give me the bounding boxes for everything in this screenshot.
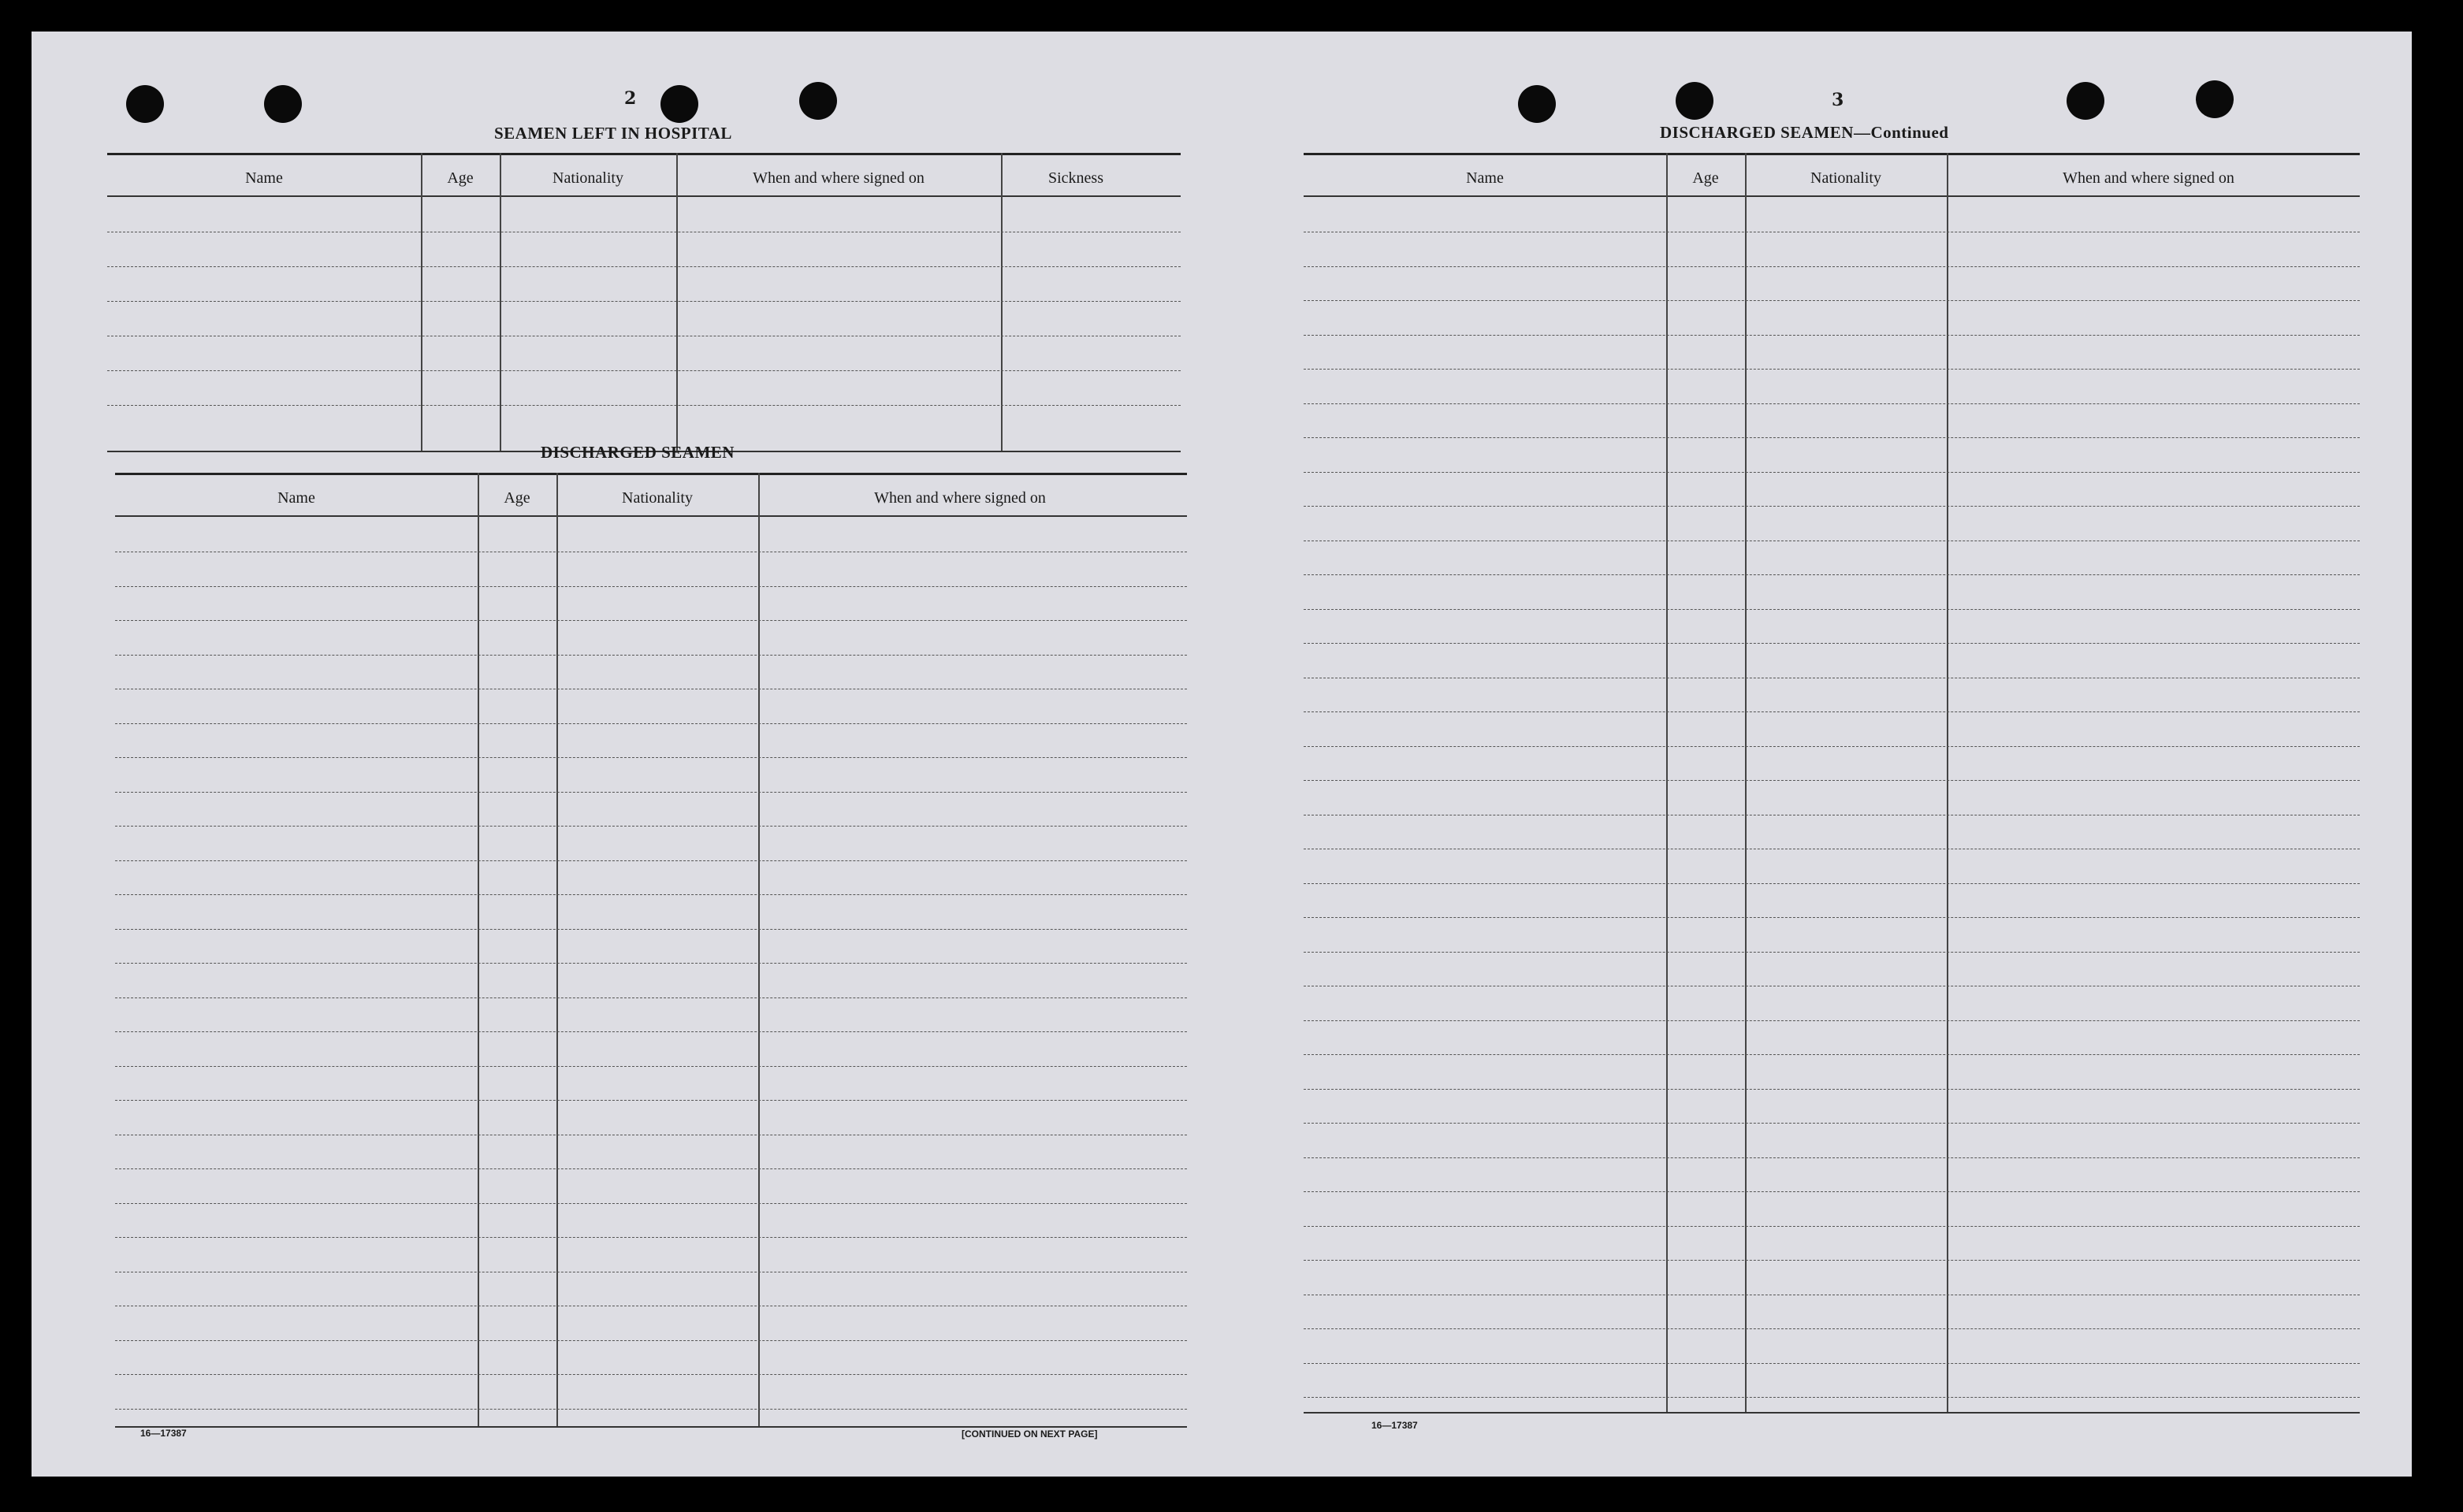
row-line <box>1304 780 2360 781</box>
discharged-continued-table <box>1304 153 2360 1414</box>
column-header-age: Age <box>504 489 530 507</box>
row-line <box>115 620 1187 621</box>
table-header <box>1304 153 2360 197</box>
discharged-continued-section-title: DISCHARGED SEAMEN—Continued <box>1660 123 1949 142</box>
discharged-section-title: DISCHARGED SEAMEN <box>541 443 735 462</box>
row-line <box>115 723 1187 724</box>
row-line <box>1304 506 2360 507</box>
continued-note: [CONTINUED ON NEXT PAGE] <box>962 1428 1098 1440</box>
row-line <box>115 1100 1187 1101</box>
row-line <box>115 826 1187 827</box>
row-line <box>1304 746 2360 747</box>
row-line <box>1304 1123 2360 1124</box>
row-line <box>1304 437 2360 438</box>
column-divider <box>421 153 422 451</box>
row-line <box>1304 403 2360 404</box>
punch-hole <box>2196 80 2234 118</box>
row-line <box>115 1340 1187 1341</box>
row-line <box>115 997 1187 998</box>
column-header-nationality: Nationality <box>1810 169 1881 187</box>
row-line <box>1304 335 2360 336</box>
row-line <box>115 860 1187 861</box>
row-line <box>115 1409 1187 1410</box>
row-line <box>1304 369 2360 370</box>
column-header-name: Name <box>245 169 283 187</box>
punch-hole <box>660 85 698 123</box>
page-number: 3 <box>1832 90 1844 110</box>
row-line <box>115 1168 1187 1169</box>
column-header-signed-on: When and where signed on <box>874 489 1046 507</box>
column-header-nationality: Nationality <box>553 169 623 187</box>
row-line <box>1304 643 2360 644</box>
row-line <box>1304 1157 2360 1158</box>
row-line <box>1304 1260 2360 1261</box>
row-line <box>115 894 1187 895</box>
row-line <box>115 929 1187 930</box>
document-sheet <box>32 32 2412 1477</box>
row-line <box>1304 1328 2360 1329</box>
row-line <box>115 963 1187 964</box>
row-line <box>115 757 1187 758</box>
punch-hole <box>799 82 837 120</box>
row-line <box>107 370 1181 371</box>
row-line <box>115 1203 1187 1204</box>
row-line <box>115 655 1187 656</box>
row-line <box>107 301 1181 302</box>
table-header <box>115 473 1187 517</box>
row-line <box>1304 883 2360 884</box>
row-line <box>1304 574 2360 575</box>
column-header-age: Age <box>1692 169 1719 187</box>
row-line <box>1304 300 2360 301</box>
row-line <box>115 1374 1187 1375</box>
column-divider <box>556 473 558 1426</box>
table-bottom-rule <box>1304 1412 2360 1414</box>
punch-hole <box>2067 82 2104 120</box>
row-line <box>1304 1226 2360 1227</box>
table-header <box>107 153 1181 197</box>
punch-hole <box>1518 85 1556 123</box>
hospital-section-title: SEAMEN LEFT IN HOSPITAL <box>494 124 732 143</box>
row-line <box>1304 1089 2360 1090</box>
column-header-sickness: Sickness <box>1048 169 1103 187</box>
column-divider <box>1947 153 1948 1412</box>
row-line <box>107 405 1181 406</box>
row-line <box>1304 917 2360 918</box>
row-line <box>1304 609 2360 610</box>
column-divider <box>1001 153 1003 451</box>
punch-hole <box>264 85 302 123</box>
column-header-age: Age <box>447 169 474 187</box>
column-header-signed-on: When and where signed on <box>2063 169 2234 187</box>
column-divider <box>478 473 479 1426</box>
row-line <box>1304 1397 2360 1398</box>
left-page <box>32 32 1214 1477</box>
column-header-name: Name <box>1466 169 1504 187</box>
row-line <box>1304 1191 2360 1192</box>
form-number: 16—17387 <box>1371 1420 1418 1431</box>
row-line <box>107 266 1181 267</box>
row-line <box>115 1031 1187 1032</box>
row-line <box>115 1237 1187 1238</box>
hospital-table <box>107 153 1181 452</box>
row-line <box>115 586 1187 587</box>
form-number: 16—17387 <box>140 1428 187 1439</box>
row-line <box>1304 711 2360 712</box>
column-divider <box>1745 153 1747 1412</box>
punch-hole <box>1676 82 1713 120</box>
column-divider <box>500 153 501 451</box>
row-line <box>1304 266 2360 267</box>
column-divider <box>1666 153 1668 1412</box>
column-header-nationality: Nationality <box>622 489 693 507</box>
row-line <box>1304 472 2360 473</box>
right-page <box>1293 32 2412 1477</box>
page-number: 2 <box>624 88 637 109</box>
column-divider <box>676 153 678 451</box>
row-line <box>1304 1363 2360 1364</box>
row-line <box>1304 952 2360 953</box>
row-line <box>115 1066 1187 1067</box>
discharged-table <box>115 473 1187 1428</box>
row-line <box>1304 1054 2360 1055</box>
column-header-signed-on: When and where signed on <box>753 169 925 187</box>
row-line <box>115 792 1187 793</box>
column-divider <box>758 473 760 1426</box>
table-bottom-rule <box>115 1426 1187 1428</box>
punch-hole <box>126 85 164 123</box>
row-line <box>1304 1020 2360 1021</box>
column-header-name: Name <box>277 489 315 507</box>
